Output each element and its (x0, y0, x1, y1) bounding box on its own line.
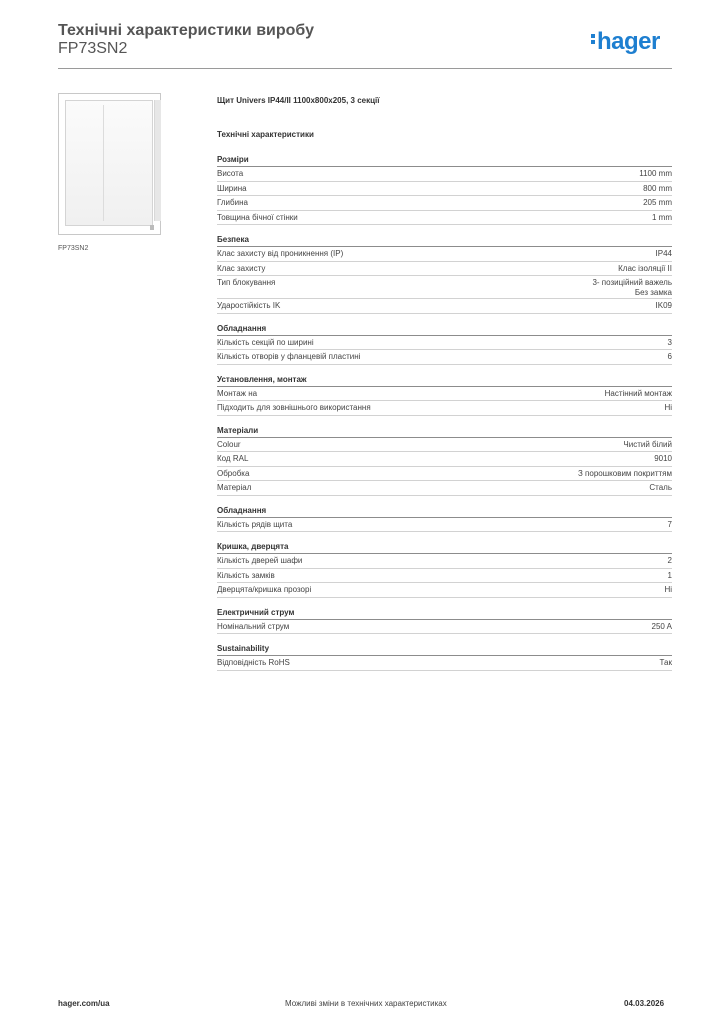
spec-label: Кількість секцій по ширині (217, 337, 314, 347)
spec-row (217, 467, 672, 482)
spec-value: Так (659, 658, 672, 667)
spec-value: 1 (667, 570, 672, 580)
spec-row (217, 299, 672, 314)
spec-label: Монтаж на (217, 388, 258, 398)
section-title: Кришка, дверцята (217, 542, 672, 554)
spec-label: Ударостійкість IK (217, 301, 281, 310)
specs-heading: Технічні характеристики (217, 130, 314, 139)
spec-label: Кількість дверей шафи (217, 556, 303, 565)
spec-content (217, 96, 672, 671)
section-title: Установлення, монтаж (217, 375, 672, 387)
section-title: Sustainability (217, 644, 672, 656)
product-image (58, 93, 161, 235)
spec-label: Кількість рядів щита (217, 519, 293, 529)
spec-row (217, 656, 672, 671)
spec-value: 3 (667, 337, 672, 347)
spec-value: Клас ізоляції II (618, 263, 672, 273)
spec-row (217, 262, 672, 277)
spec-row (217, 518, 672, 533)
spec-section (217, 375, 672, 416)
spec-value: Сталь (649, 483, 672, 492)
spec-label: Тип блокування (217, 278, 276, 287)
spec-label: Підходить для зовнішнього використання (217, 403, 371, 412)
spec-row (217, 167, 672, 182)
spec-label: Відповідність RoHS (217, 658, 290, 667)
hager-logo (591, 28, 660, 56)
section-title: Безпека (217, 235, 672, 247)
cabinet-foot (150, 225, 154, 230)
spec-sections (217, 155, 672, 671)
spec-value: Ні (664, 403, 672, 412)
spec-row (217, 583, 672, 598)
spec-row (217, 387, 672, 402)
spec-row (217, 276, 672, 299)
image-caption: FP73SN2 (58, 245, 89, 252)
cabinet-door-split (103, 105, 104, 221)
spec-row (217, 196, 672, 211)
spec-label: Дверцята/кришка прозорі (217, 585, 312, 594)
spec-section (217, 324, 672, 365)
spec-value: 250 A (651, 621, 672, 631)
spec-label: Кількість замків (217, 570, 275, 580)
spec-section (217, 155, 672, 225)
section-title: Розміри (217, 155, 672, 167)
spec-value: 800 mm (643, 183, 672, 193)
spec-value: IK09 (655, 301, 672, 310)
spec-label: Глибина (217, 198, 248, 207)
spec-value: Чистий білий (623, 439, 672, 449)
spec-section (217, 235, 672, 314)
spec-row (217, 554, 672, 569)
section-title: Обладнання (217, 506, 672, 518)
section-title: Матеріали (217, 426, 672, 438)
spec-section (217, 506, 672, 533)
spec-value: 3- позиційний важель Без замка (592, 278, 672, 297)
spec-label: Товщина бічної стінки (217, 212, 298, 222)
footer-note: Можливі зміни в технічних характеристиках (285, 999, 447, 1008)
spec-label: Ширина (217, 183, 247, 193)
spec-value: IP44 (655, 249, 672, 258)
spec-row (217, 438, 672, 453)
spec-value: 9010 (654, 454, 672, 463)
spec-section (217, 542, 672, 598)
footer-website[interactable]: hager.com/ua (58, 999, 110, 1008)
spec-label: Обробка (217, 468, 250, 478)
logo-text: hager (597, 28, 660, 55)
spec-label: Colour (217, 439, 241, 449)
spec-value: Ні (664, 585, 672, 594)
spec-label: Код RAL (217, 454, 249, 463)
spec-label: Клас захисту від проникнення (IP) (217, 249, 344, 258)
spec-row (217, 350, 672, 365)
section-title: Електричний струм (217, 608, 672, 620)
spec-section (217, 608, 672, 635)
section-title: Обладнання (217, 324, 672, 336)
spec-row (217, 247, 672, 262)
spec-row (217, 620, 672, 635)
spec-value: 1100 mm (639, 169, 672, 178)
spec-label: Номінальний струм (217, 621, 290, 631)
spec-value: Настінний монтаж (604, 388, 672, 398)
footer-date: 04.03.2026 (624, 999, 665, 1008)
spec-row (217, 211, 672, 226)
spec-value: 205 mm (643, 198, 672, 207)
spec-label: Матеріал (217, 483, 252, 492)
spec-row (217, 336, 672, 351)
cabinet-illustration (65, 100, 153, 226)
product-name: Щит Univers IP44/II 1100x800x205, 3 секції (217, 96, 380, 105)
spec-section (217, 426, 672, 496)
spec-label: Висота (217, 169, 244, 178)
cabinet-side (154, 100, 161, 221)
document-title: Технічні характеристики виробу (58, 22, 314, 39)
spec-row (217, 182, 672, 197)
product-code: FP73SN2 (58, 40, 128, 57)
spec-row (217, 569, 672, 584)
spec-value: 7 (667, 519, 672, 529)
spec-row (217, 481, 672, 496)
logo-dots-icon (591, 32, 596, 46)
spec-value: 6 (667, 352, 672, 361)
spec-label: Кількість отворів у фланцевій пластині (217, 352, 361, 361)
spec-value: З порошковим покриттям (578, 468, 672, 478)
spec-row (217, 452, 672, 467)
spec-label: Клас захисту (217, 263, 266, 273)
spec-value: 1 mm (652, 212, 672, 222)
header-divider (58, 68, 672, 69)
spec-section (217, 644, 672, 671)
spec-row (217, 401, 672, 416)
spec-value: 2 (667, 556, 672, 565)
